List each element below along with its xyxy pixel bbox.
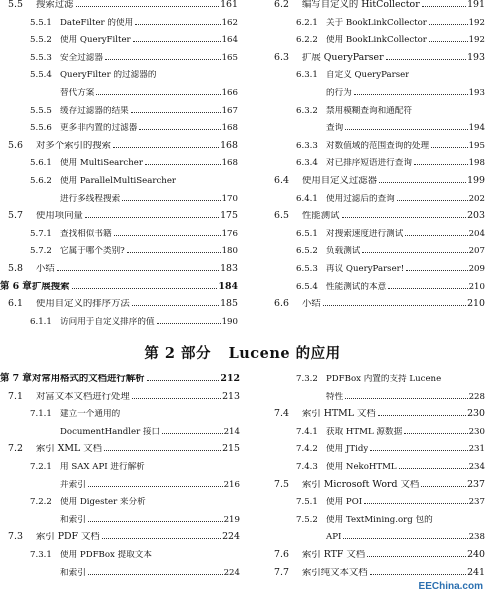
toc-entry (246, 88, 485, 98)
toc-entry-page: 168 (221, 158, 238, 169)
toc-entry-title: 小结 (302, 299, 321, 310)
toc-leader-dots (72, 288, 218, 289)
toc-entry-number: 6.3 (274, 51, 289, 63)
toc-entry-title: 禁用模糊查询和通配符 (326, 105, 412, 116)
toc-leader-dots (378, 415, 466, 416)
toc-entry (246, 462, 485, 472)
toc-entry (0, 53, 238, 63)
toc-entry (0, 480, 240, 490)
toc-entry-page: 237 (467, 478, 485, 490)
toc-entry-page: 234 (468, 461, 485, 472)
toc-entry-title: 自定义 QueryParser (326, 70, 410, 81)
toc-entry-page: 209 (468, 263, 485, 274)
toc-leader-dots (343, 538, 467, 539)
toc-leader-dots (414, 164, 468, 165)
toc-entry-page: 184 (218, 280, 238, 292)
toc-entry-number: 7.4.3 (296, 461, 318, 472)
toc-entry-number: 5.5.2 (30, 35, 52, 46)
toc-entry-number: 7.2.1 (30, 461, 52, 472)
toc-entry (246, 392, 485, 402)
toc-entry-page: 191 (467, 0, 485, 10)
toc-entry-number: 7.5 (274, 478, 289, 490)
toc-entry-title: DateFilter 的使用 (60, 17, 134, 28)
toc-leader-dots (135, 24, 220, 25)
toc-entry (246, 158, 485, 168)
toc-entry-page: 199 (467, 174, 485, 186)
toc-leader-dots (145, 164, 221, 165)
toc-entry-title: 使用过滤后的查询 (326, 193, 395, 204)
toc-leader-dots (131, 112, 221, 113)
toc-leader-dots (342, 217, 467, 218)
toc-entry-number: 5.5.5 (30, 105, 52, 116)
toc-entry-title: 用 SAX API 进行解析 (60, 461, 145, 472)
toc-entry-number: 6.3.1 (296, 70, 318, 81)
toc-entry-title: API (326, 532, 342, 543)
toc-entry-title: 更多非内置的过滤器 (60, 123, 138, 134)
toc-entry-page: 224 (222, 531, 240, 543)
toc-entry-number: 6.5.4 (296, 281, 318, 292)
toc-column-top-left (0, 0, 238, 334)
toc-entry-page: 224 (223, 567, 240, 578)
toc-entry-number: 5.5.3 (30, 52, 52, 63)
toc-entry (0, 264, 238, 274)
toc-entry-title: 使用自定义过滤器 (302, 175, 378, 186)
toc-entry (246, 568, 485, 578)
toc-entry-title: 特性 (326, 391, 344, 402)
toc-entry-number: 7.4.1 (296, 426, 318, 437)
toc-entry-page: 237 (468, 497, 485, 508)
toc-entry (0, 444, 240, 454)
toc-entry-title: 对数值域的范围查询的处理 (326, 140, 430, 151)
toc-leader-dots (127, 252, 221, 253)
toc-leader-dots (113, 147, 219, 148)
toc-entry (246, 229, 485, 239)
toc-entry-title: 索引 Microsoft Word 文档 (302, 479, 420, 490)
toc-entry-number: 7.5.2 (296, 514, 318, 525)
toc-entry (0, 568, 240, 578)
toc-entry-page: 180 (221, 246, 238, 257)
toc-entry-number: 7.4.2 (296, 444, 318, 455)
toc-entry-page: 162 (221, 17, 238, 28)
toc-entry-title: 小结 (36, 263, 55, 274)
toc-entry-number: 5.6 (8, 139, 23, 151)
toc-entry (246, 497, 485, 507)
toc-leader-dots (370, 574, 466, 575)
toc-leader-dots (157, 323, 221, 324)
toc-entry-title: 索引 HTML 文档 (302, 409, 376, 420)
toc-entry-page: 204 (468, 228, 485, 239)
toc-entry-number: 7.1 (8, 390, 23, 402)
toc-leader-dots (104, 450, 221, 451)
toc-leader-dots (421, 486, 466, 487)
toc-entry (246, 264, 485, 274)
toc-entry-number: 第 6 章 (0, 280, 32, 292)
toc-entry-number: 7.2.2 (30, 497, 52, 508)
toc-entry-page: 210 (468, 281, 485, 292)
toc-entry (0, 282, 238, 292)
toc-leader-dots (429, 41, 468, 42)
toc-entry (0, 515, 240, 525)
toc-entry-page: 190 (221, 316, 238, 327)
toc-entry-title: 查询 (326, 123, 344, 134)
toc-entry (246, 480, 485, 490)
toc-entry-page: 164 (221, 35, 238, 46)
toc-entry-number: 5.6.2 (30, 175, 52, 186)
toc-leader-dots (345, 398, 467, 399)
toc-entry-number: 6.2 (274, 0, 289, 10)
toc-entry (0, 299, 238, 309)
toc-entry (0, 70, 238, 80)
toc-leader-dots (422, 6, 466, 7)
toc-entry-page: 207 (468, 246, 485, 257)
toc-entry-page: 185 (220, 298, 238, 310)
toc-entry-title: 性能测试的本意 (326, 281, 387, 292)
toc-entry-title: 使用 Digester 来分析 (60, 497, 146, 508)
toc-entry-title: 替代方案 (60, 87, 95, 98)
toc-entry (0, 427, 240, 437)
toc-entry (0, 497, 240, 507)
toc-leader-dots (96, 94, 220, 95)
toc-entry-number: 6.5.2 (296, 246, 318, 257)
toc-entry-page: 240 (467, 548, 485, 560)
toc-entry-title: 对已排序短语进行查询 (326, 158, 412, 169)
toc-entry-number: 5.7.2 (30, 246, 52, 257)
toc-entry (0, 211, 238, 221)
toc-entry-page: 192 (468, 17, 485, 28)
toc-entry-title: 使用 MultiSearcher (60, 158, 143, 169)
toc-entry-page: 215 (222, 443, 240, 455)
toc-entry-title: QueryFilter 的过滤器的 (60, 70, 157, 81)
toc-entry-title: DocumentHandler 接口 (60, 426, 161, 437)
toc-entry-page: 193 (467, 51, 485, 63)
toc-entry-title: 扩展 QueryParser (302, 52, 384, 63)
toc-entry-number: 7.2 (8, 443, 23, 455)
toc-entry-title: 进行多线程搜索 (60, 193, 121, 204)
toc-entry-title: 对多个索引的搜索 (36, 140, 112, 151)
toc-entry-number: 5.8 (8, 262, 23, 274)
toc-entry (246, 70, 485, 80)
toc-leader-dots (367, 556, 466, 557)
toc-entry-number: 6.3.4 (296, 158, 318, 169)
toc-entry-page: 170 (221, 193, 238, 204)
toc-leader-dots (88, 486, 223, 487)
toc-leader-dots (406, 270, 467, 271)
toc-leader-dots (345, 129, 467, 130)
toc-entry (246, 194, 485, 204)
toc-entry (246, 532, 485, 542)
toc-entry (0, 532, 240, 542)
toc-entry (0, 0, 238, 10)
toc-entry-title: 使用 BookLinkCollector (326, 35, 427, 46)
toc-entry (246, 515, 485, 525)
toc-entry-page: 212 (220, 373, 240, 384)
part-label: 第 2 部分 (144, 345, 211, 362)
toc-entry (246, 550, 485, 560)
toc-entry-page: 228 (468, 391, 485, 402)
toc-entry-title: 对常用格式的文档进行解析 (32, 374, 145, 384)
toc-entry-title: 再议 QueryParser! (326, 263, 405, 274)
toc-entry-page: 198 (468, 158, 485, 169)
toc-entry-number: 7.5.1 (296, 497, 318, 508)
toc-entry-number: 6.6 (274, 298, 289, 310)
toc-entry-page: 194 (468, 123, 485, 134)
toc-entry-title: 建立一个通用的 (60, 409, 121, 420)
toc-entry-page: 167 (221, 105, 238, 116)
toc-entry-number: 7.3.1 (30, 549, 52, 560)
toc-entry-number: 7.4 (274, 408, 289, 420)
toc-leader-dots (354, 94, 468, 95)
toc-entry-page: 238 (468, 532, 485, 543)
toc-entry-page: 230 (468, 426, 485, 437)
toc-leader-dots (399, 468, 468, 469)
toc-entry (246, 444, 485, 454)
toc-entry-title: 索引 PDF 文档 (36, 532, 100, 543)
toc-entry (246, 299, 485, 309)
toc-entry (246, 246, 485, 256)
toc-entry (0, 392, 240, 402)
toc-entry-number: 7.1.1 (30, 409, 52, 420)
toc-entry (0, 194, 238, 204)
toc-leader-dots (102, 538, 221, 539)
toc-entry-title: 和索引 (60, 514, 86, 525)
toc-entry (0, 409, 240, 419)
toc-entry-number: 5.5.6 (30, 123, 52, 134)
toc-entry-title: 索引纯文本文档 (302, 567, 368, 578)
toc-entry-title: 性能测试 (302, 211, 340, 222)
toc-leader-dots (105, 59, 221, 60)
toc-leader-dots (397, 200, 468, 201)
toc-entry (246, 282, 485, 292)
toc-entry-page: 193 (468, 87, 485, 98)
toc-leader-dots (388, 288, 467, 289)
toc-entry-number: 7.6 (274, 548, 289, 560)
toc-entry (246, 211, 485, 221)
toc-entry-page: 175 (220, 210, 238, 222)
toc-entry (246, 35, 485, 45)
toc-entry (246, 141, 485, 151)
toc-entry (246, 106, 485, 116)
toc-entry-page: 183 (220, 262, 238, 274)
toc-entry-page: 192 (468, 35, 485, 46)
toc-leader-dots (386, 59, 467, 60)
toc-leader-dots (139, 129, 220, 130)
toc-entry-number: 6.4 (274, 174, 289, 186)
toc-leader-dots (431, 147, 467, 148)
toc-entry (246, 53, 485, 63)
toc-leader-dots (404, 433, 467, 434)
toc-entry-title: 搜索过滤 (36, 0, 74, 10)
toc-leader-dots (379, 182, 466, 183)
toc-entry-title: 使用项向量 (36, 211, 83, 222)
toc-leader-dots (429, 24, 468, 25)
toc-entry (0, 88, 238, 98)
toc-entry-page: 165 (221, 52, 238, 63)
toc-leader-dots (114, 235, 221, 236)
toc-entry-page: 241 (467, 566, 485, 578)
toc-entry (0, 18, 238, 28)
toc-leader-dots (133, 41, 221, 42)
toc-leader-dots (364, 503, 467, 504)
toc-entry-number: 5.5 (8, 0, 23, 10)
toc-entry-page: 161 (220, 0, 238, 10)
toc-entry-number: 6.4.1 (296, 193, 318, 204)
toc-entry-page: 203 (467, 210, 485, 222)
toc-entry-page: 202 (468, 193, 485, 204)
toc-entry (0, 141, 238, 151)
toc-entry (0, 550, 240, 560)
toc-entry-number: 6.2.1 (296, 17, 318, 28)
toc-entry-number: 7.3 (8, 531, 23, 543)
toc-entry-title: 索引 XML 文档 (36, 444, 102, 455)
toc-entry-title: 对富文本文档进行处理 (36, 391, 130, 402)
toc-entry-number: 5.5.4 (30, 70, 52, 81)
toc-entry-title: 访问用于自定义排序的值 (60, 316, 155, 327)
toc-entry (0, 158, 238, 168)
toc-entry-title: 使用 QueryFilter (60, 35, 131, 46)
toc-entry-page: 231 (468, 444, 485, 455)
toc-entry (0, 176, 238, 186)
part-name: Lucene 的应用 (228, 345, 341, 362)
toc-entry (0, 317, 238, 327)
toc-entry-page: 219 (223, 514, 240, 525)
toc-entry (246, 427, 485, 437)
toc-entry-number: 6.1.1 (30, 316, 52, 327)
toc-leader-dots (147, 380, 220, 381)
toc-entry-title: 使用 ParallelMultiSearcher (60, 175, 177, 186)
toc-entry-number: 6.3.2 (296, 105, 318, 116)
toc-entry-page: 166 (221, 87, 238, 98)
toc-entry (0, 123, 238, 133)
toc-entry-number: 5.5.1 (30, 17, 52, 28)
toc-entry-page: 214 (223, 426, 240, 437)
toc-entry-title: 使用 NekoHTML (326, 461, 397, 472)
toc-entry-title: 的行为 (326, 87, 352, 98)
toc-entry (246, 374, 485, 384)
toc-leader-dots (323, 305, 466, 306)
toc-entry (0, 246, 238, 256)
toc-leader-dots (85, 217, 219, 218)
toc-entry (0, 229, 238, 239)
toc-entry (0, 374, 240, 384)
toc-entry-number: 5.7 (8, 210, 23, 222)
toc-entry-title: 查找相似书籍 (60, 228, 112, 239)
toc-entry-title: 使用 POI (326, 497, 363, 508)
site-watermark: EEChina.com (418, 581, 483, 592)
toc-leader-dots (76, 6, 220, 7)
toc-entry-title: 编写自定义的 HitCollector (302, 0, 420, 10)
toc-leader-dots (370, 450, 467, 451)
toc-entry (0, 106, 238, 116)
toc-entry-number: 6.1 (8, 298, 23, 310)
toc-leader-dots (362, 252, 467, 253)
toc-entry-page: 216 (223, 479, 240, 490)
toc-entry-number: 6.5 (274, 210, 289, 222)
toc-entry-number: 第 7 章 (0, 373, 32, 384)
toc-entry-page: 195 (468, 140, 485, 151)
toc-entry-page: 168 (221, 123, 238, 134)
toc-entry-number: 7.7 (274, 566, 289, 578)
toc-column-bottom-right (246, 374, 485, 585)
toc-leader-dots (88, 574, 223, 575)
toc-leader-dots (162, 433, 222, 434)
toc-entry-title: 使用 PDFBox 提取文本 (60, 549, 152, 560)
toc-entry-number: 6.5.1 (296, 228, 318, 239)
toc-entry-number: 6.5.3 (296, 263, 318, 274)
toc-entry-title: 扩展搜索 (32, 281, 70, 292)
toc-entry (246, 409, 485, 419)
toc-entry-title: 对搜索速度进行测试 (326, 228, 404, 239)
toc-entry-page: 230 (467, 408, 485, 420)
toc-leader-dots (88, 521, 223, 522)
toc-entry-title: 和索引 (60, 567, 86, 578)
toc-entry-number: 6.3.3 (296, 140, 318, 151)
toc-entry-title: 索引 RTF 文档 (302, 549, 366, 560)
toc-entry-title: PDFBox 内置的支持 Lucene (326, 374, 442, 384)
toc-entry (0, 462, 240, 472)
toc-entry-title: 安全过滤器 (60, 52, 103, 63)
toc-entry-title: 并索引 (60, 479, 86, 490)
toc-leader-dots (57, 270, 219, 271)
toc-entry-title: 它属于哪个类别? (60, 246, 125, 257)
toc-column-top-right (246, 0, 485, 317)
toc-entry-number: 6.2.2 (296, 35, 318, 46)
toc-entry-title: 获取 HTML 源数据 (326, 426, 403, 437)
toc-entry-title: 关于 BookLinkCollector (326, 17, 427, 28)
toc-entry-page: 168 (220, 139, 238, 151)
toc-entry-title: 使用自定义的排序方法 (36, 299, 130, 310)
toc-leader-dots (132, 398, 221, 399)
toc-entry-page: 176 (221, 228, 238, 239)
toc-leader-dots (405, 235, 467, 236)
toc-leader-dots (132, 305, 219, 306)
toc-entry (246, 0, 485, 10)
toc-entry-title: 负载测试 (326, 246, 361, 257)
toc-entry-number: 5.7.1 (30, 228, 52, 239)
toc-entry-title: 使用 JTidy (326, 444, 369, 455)
toc-entry (246, 18, 485, 28)
toc-entry-title: 使用 TextMining.org 包的 (326, 514, 433, 525)
toc-entry-title: 缓存过滤器的结果 (60, 105, 129, 116)
toc-column-bottom-left (0, 374, 240, 585)
toc-entry-number: 7.3.2 (296, 374, 318, 384)
toc-entry-number: 5.6.1 (30, 158, 52, 169)
toc-entry (246, 123, 485, 133)
toc-entry-page: 210 (467, 298, 485, 310)
toc-entry (246, 176, 485, 186)
toc-entry (0, 35, 238, 45)
part-title (0, 342, 485, 363)
toc-leader-dots (122, 200, 220, 201)
toc-entry-page: 213 (222, 390, 240, 402)
